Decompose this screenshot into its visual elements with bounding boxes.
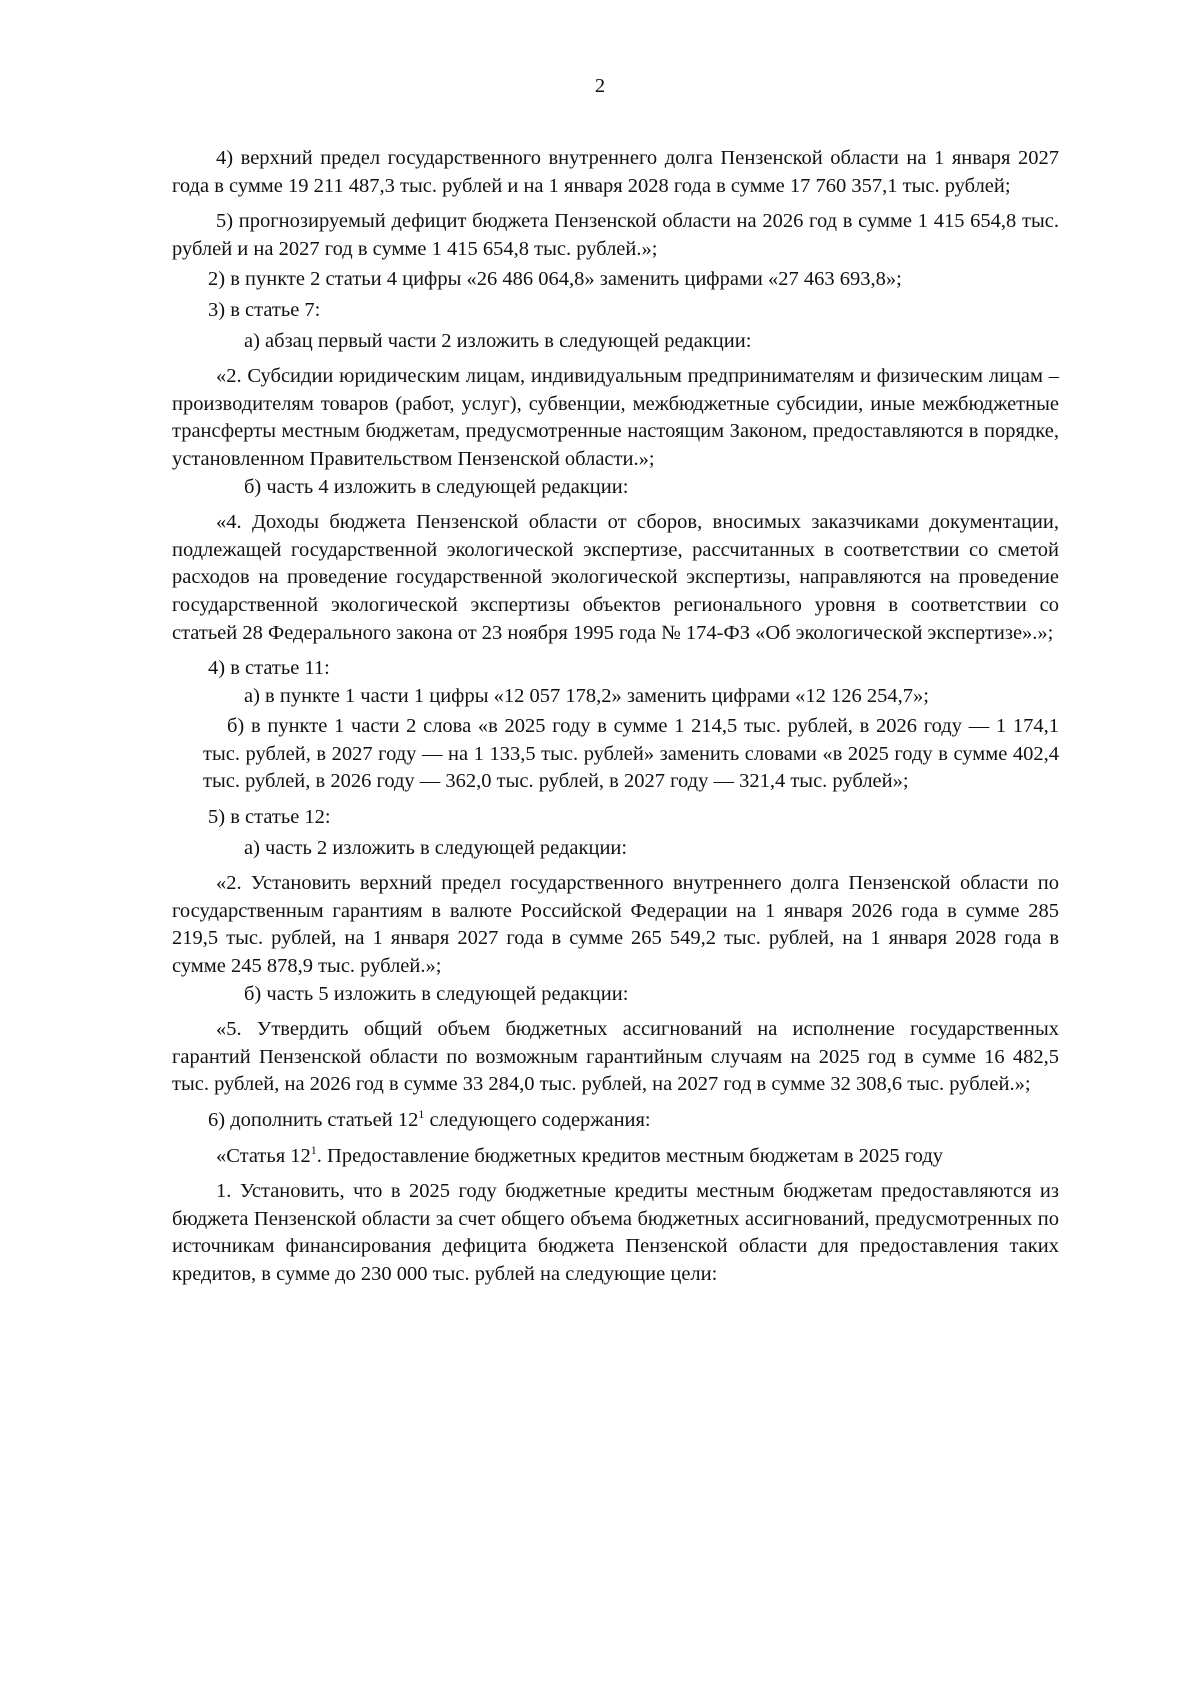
document-body [172, 145, 1059, 1289]
paragraph-subsidies: «2. Субсидии юридическим лицам, индивидуальным предпринимателям и физическим лицам – производителям товаров (работ, услуг), субвенции, межбюджетные субсидии, иные межбюджетные трансферты местным бюджетам, предусмотренные настоящим Законом, предоставляются в порядке, установленном Правительством Пензенской области.»; [172, 365, 1059, 470]
page-number: 2 [594, 75, 606, 97]
paragraph-article-7: 3) в статье 7: [208, 298, 321, 321]
paragraph-article-12-b: б) часть 5 изложить в следующей редакции: [244, 982, 629, 1005]
paragraph-ecology-income: «4. Доходы бюджета Пензенской области от сборов, вносимых заказчиками документации, подлежащей государственной экологической экспертизе, рассчитанных в соответствии со сметой расходов на проведение государственной экологической экспертизы, направляются на проведение государственной экологической экспертизы объектов регионального уровня в соответствии со статьей 28 Федерального закона от 23 ноября 1995 года № 174-ФЗ «Об экологической экспертизе».»; [172, 511, 1059, 644]
text-part: «Статья 12 [216, 1144, 311, 1167]
paragraph-article-11-a: а) в пункте 1 части 1 цифры «12 057 178,2» заменить цифрами «12 126 254,7»; [244, 684, 929, 707]
superscript: 1 [418, 1107, 425, 1121]
paragraph-article-7-a: а) абзац первый части 2 изложить в следующей редакции: [244, 329, 752, 352]
superscript: 1 [310, 1142, 317, 1157]
text-part: . Предоставление бюджетных кредитов местным бюджетам в 2025 году [316, 1144, 943, 1167]
paragraph-article-12-a: а) часть 2 изложить в следующей редакции: [244, 836, 628, 859]
paragraph-guarantee-limit: «2. Установить верхний предел государственного внутреннего долга Пензенской области по государственным гарантиям в валюте Российской Федерации на 1 января 2026 года в сумме 285 219,5 тыс. рублей, на 1 января 2027 года в сумме 265 549,2 тыс. рублей, на 1 января 2028 года в сумме 245 878,9 тыс. рублей.»; [172, 872, 1059, 978]
paragraph-article-11: 4) в статье 11: [208, 657, 330, 680]
paragraph-article-12-1-intro [172, 1107, 1059, 1135]
paragraph-article-7-b: б) часть 4 изложить в следующей редакции: [244, 475, 629, 498]
paragraph-guarantee-appropriations: «5. Утвердить общий объем бюджетных ассигнований на исполнение государственных гарантий Пензенской области по возможным гарантийным случаям на 2025 год в сумме 16 482,5 тыс. рублей, на 2026 год в сумме 33 284,0 тыс. рублей, на 2027 год в сумме 32 308,6 тыс. рублей.»; [172, 1018, 1059, 1096]
paragraph-article-11-b: б) в пункте 1 части 2 слова «в 2025 году в сумме 1 214,5 тыс. рублей, в 2026 году — 1 174,1 тыс. рублей, в 2027 году — на 1 133,5 тыс. рублей» заменить словами «в 2025 году в сумме 402,4 тыс. рублей, в 2026 году — 362,0 тыс. рублей, в 2027 году — 321,4 тыс. рублей»; [203, 715, 1059, 793]
paragraph-budget-credits: 1. Установить, что в 2025 году бюджетные кредиты местным бюджетам предоставляются из бюджета Пензенской области за счет общего объема бюджетных ассигнований, предусмотренных по источникам финансирования дефицита бюджета Пензенской области для предоставления таких кредитов, в сумме до 230 000 тыс. рублей на следующие цели: [172, 1180, 1059, 1285]
paragraph-article-4: 2) в пункте 2 статьи 4 цифры «26 486 064,8» заменить цифрами «27 463 693,8»; [208, 268, 902, 291]
paragraph-debt-limit: 4) верхний предел государственного внутреннего долга Пензенской области на 1 января 2027 года в сумме 19 211 487,3 тыс. рублей и на 1 января 2028 года в сумме 17 760 357,1 тыс. рублей; [172, 147, 1059, 197]
paragraph-deficit: 5) прогнозируемый дефицит бюджета Пензенской области на 2026 год в сумме 1 415 654,8 тыс. рублей и на 2027 год в сумме 1 415 654,8 тыс. рублей.»; [172, 210, 1059, 260]
text-part: 6) дополнить статьей 12 [208, 1109, 419, 1131]
text-part: следующего содержания: [424, 1109, 651, 1131]
paragraph-article-12: 5) в статье 12: [208, 806, 331, 829]
paragraph-article-12-1-title [172, 1143, 1059, 1171]
